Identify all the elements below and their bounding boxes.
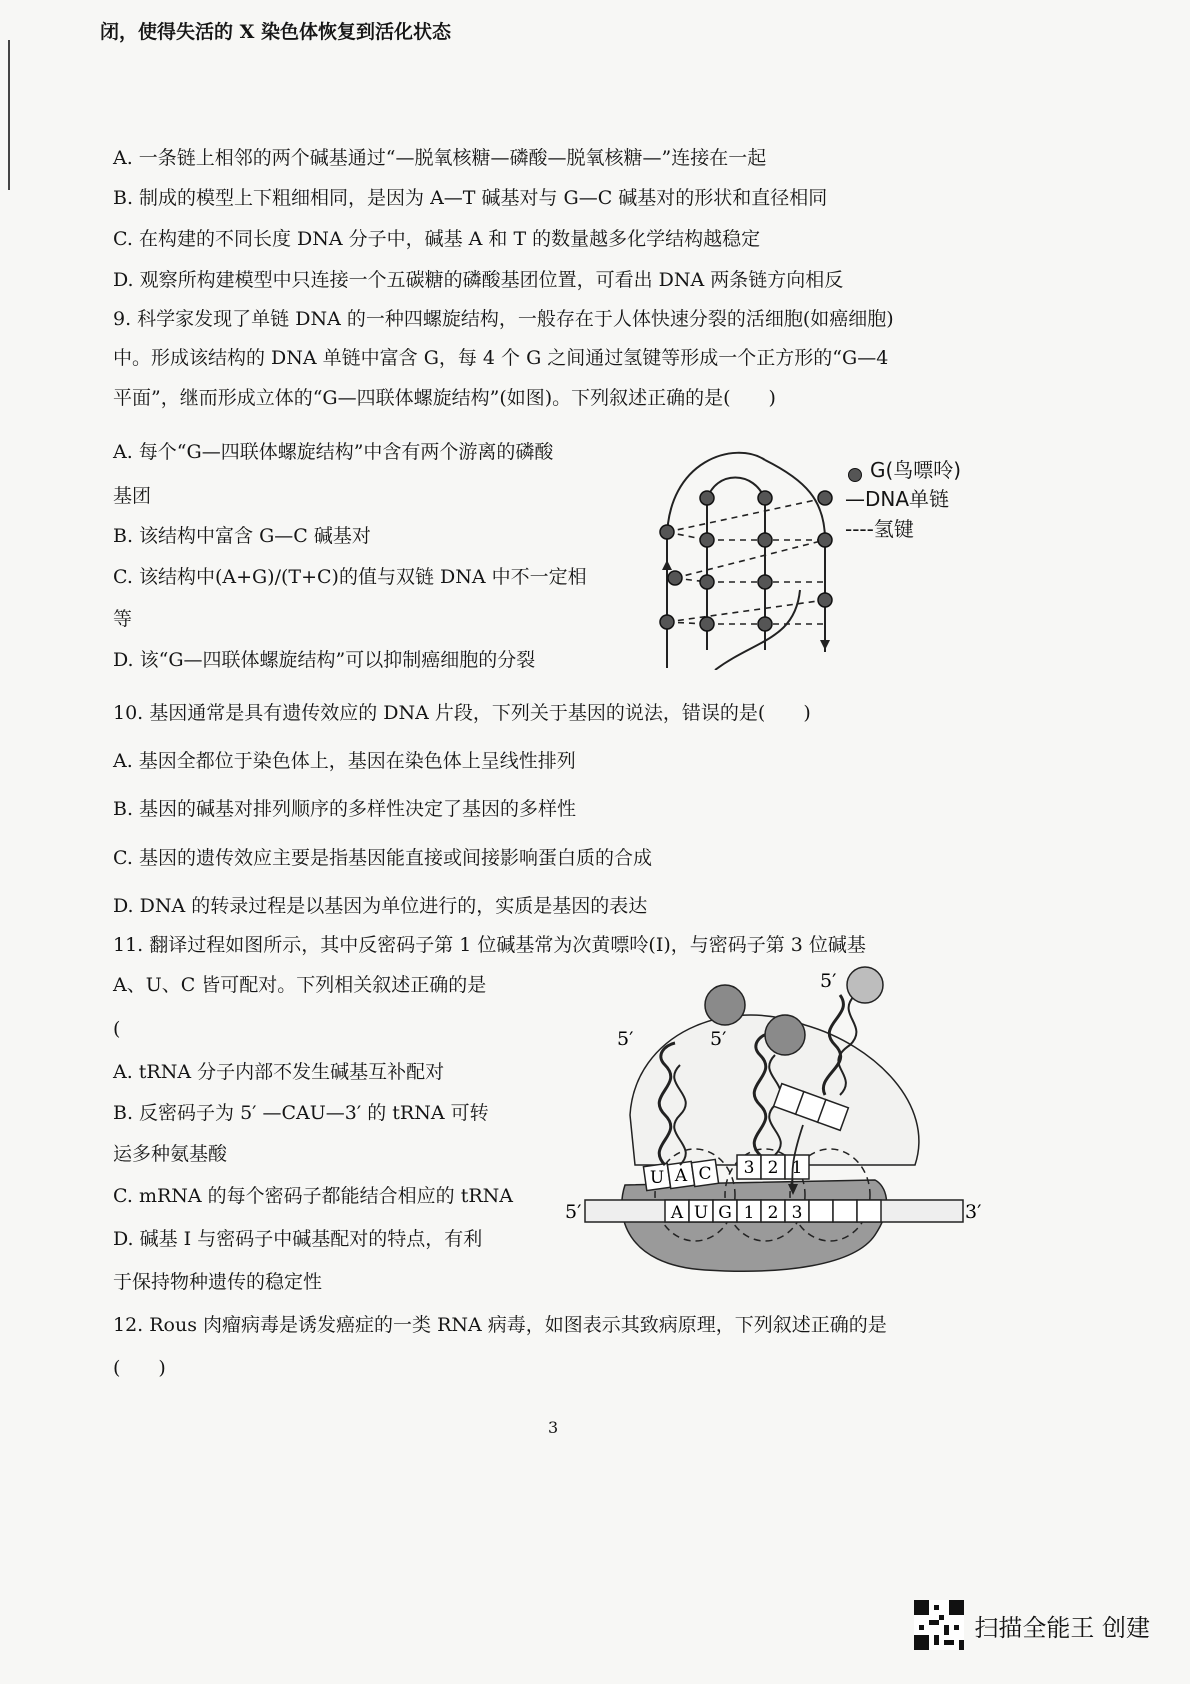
scanner-label: 扫描全能王 创建 (974, 1613, 1150, 1642)
anticodon1-base-1: U (649, 1168, 665, 1188)
q8-option-d: D. 观察所构建模型中只连接一个五碳糖的磷酸基团位置，可看出 DNA 两条链方向相反 (113, 269, 844, 291)
q11-stem-line-2: A、U、C 皆可配对。下列相关叙述正确的是 (113, 974, 487, 996)
mrna-3-prime: 3′ (965, 1201, 982, 1223)
g-legend-hydrogen-bond: ----氢键 (845, 517, 914, 541)
amino-acid-2 (765, 1015, 805, 1055)
qr-code-icon (914, 1600, 964, 1650)
q9-option-d: D. 该“G—四联体螺旋结构”可以抑制癌细胞的分裂 (113, 649, 536, 671)
g-quadruplex-figure (655, 440, 855, 670)
codon-base-2: U (693, 1203, 709, 1223)
q8-option-c: C. 在构建的不同长度 DNA 分子中，碱基 A 和 T 的数量越多化学结构越稳定 (113, 228, 761, 250)
trna1-5-prime: 5′ (617, 1028, 634, 1050)
mrna-5-prime: 5′ (565, 1201, 582, 1223)
g-legend-dot-icon (848, 468, 862, 482)
codon-base-5: 2 (767, 1203, 779, 1223)
anticodon2-base-3: 1 (791, 1158, 803, 1178)
q12-blank: ( ) (113, 1357, 166, 1379)
codon-base-3: G (718, 1203, 732, 1223)
anticodon1-base-2: A (674, 1166, 688, 1186)
q11-stem-line-1: 11. 翻译过程如图所示，其中反密码子第 1 位碱基常为次黄嘌呤(I)，与密码子第 3 位碱基 (113, 934, 866, 956)
codon-base-4: 1 (743, 1203, 755, 1223)
q8-option-a: A. 一条链上相邻的两个碱基通过“—脱氧核糖—磷酸—脱氧核糖—”连接在一起 (113, 147, 767, 169)
q9-option-a: A. 每个“G—四联体螺旋结构”中含有两个游离的磷酸 (113, 441, 554, 463)
q8-option-b: B. 制成的模型上下粗细相同，是因为 A—T 碱基对与 G—C 碱基对的形状和直径相同 (113, 187, 828, 209)
q12-stem: 12. Rous 肉瘤病毒是诱发癌症的一类 RNA 病毒，如图表示其致病原理，下列叙述正确的是 (113, 1314, 887, 1336)
trna2-5-prime: 5′ (710, 1028, 727, 1050)
page-number: 3 (548, 1418, 559, 1437)
q9-option-c: C. 该结构中(A+G)/(T+C)的值与双链 DNA 中不一定相 (113, 566, 587, 588)
q11-option-d: D. 碱基 I 与密码子中碱基配对的特点，有利 (113, 1228, 483, 1250)
q9-stem-line-1: 9. 科学家发现了单链 DNA 的一种四螺旋结构，一般存在于人体快速分裂的活细胞(如癌细胞) (113, 308, 894, 330)
q11-option-c: C. mRNA 的每个密码子都能结合相应的 tRNA (113, 1185, 513, 1207)
q9-stem-line-2: 中。形成该结构的 DNA 单链中富含 G，每 4 个 G 之间通过氢键等形成一个正方形的“G—4 (113, 347, 889, 369)
q11-option-a: A. tRNA 分子内部不发生碱基互补配对 (113, 1061, 445, 1083)
anticodon1-base-3: C (698, 1164, 712, 1184)
anticodon2-base-1: 3 (743, 1158, 755, 1178)
top-fragment: 闭，使得失活的 X 染色体恢复到活化状态 (100, 21, 451, 43)
q10-option-a: A. 基因全都位于染色体上，基因在染色体上呈线性排列 (113, 750, 576, 772)
q9-stem-line-3: 平面”，继而形成立体的“G—四联体螺旋结构”(如图)。下列叙述正确的是( ) (113, 387, 776, 409)
ribosome-small-subunit (622, 1180, 887, 1271)
codon-base-6: 3 (791, 1203, 803, 1223)
g-legend-dna-strand: —DNA单链 (845, 487, 950, 511)
q10-stem: 10. 基因通常是具有遗传效应的 DNA 片段，下列关于基因的说法，错误的是( ) (113, 702, 811, 724)
q9-option-c-cont: 等 (113, 608, 133, 630)
q11-stem-line-3: ( (113, 1018, 121, 1040)
q10-option-b: B. 基因的碱基对排列顺序的多样性决定了基因的多样性 (113, 798, 577, 820)
g-legend-guanine: G(鸟嘌呤) (870, 458, 962, 482)
codon-base-1: A (670, 1203, 684, 1223)
amino-acid-1 (705, 985, 745, 1025)
scan-edge-line (8, 40, 10, 190)
q10-option-c: C. 基因的遗传效应主要是指基因能直接或间接影响蛋白质的合成 (113, 847, 652, 869)
amino-acid-3 (847, 967, 883, 1003)
g-legend-row-1 (848, 464, 866, 483)
translation-figure (555, 965, 995, 1295)
q10-option-d: D. DNA 的转录过程是以基因为单位进行的，实质是基因的表达 (113, 895, 648, 917)
scanner-watermark (914, 1600, 1150, 1650)
q9-option-b: B. 该结构中富含 G—C 碱基对 (113, 525, 371, 547)
q11-option-b: B. 反密码子为 5′ —CAU—3′ 的 tRNA 可转 (113, 1102, 489, 1124)
q11-option-d-cont: 于保持物种遗传的稳定性 (113, 1271, 323, 1293)
q9-option-a-cont: 基团 (113, 485, 152, 507)
anticodon2-base-2: 2 (767, 1158, 779, 1178)
incoming-trna-5-prime: 5′ (820, 970, 837, 992)
q11-option-b-cont: 运多种氨基酸 (113, 1143, 228, 1165)
